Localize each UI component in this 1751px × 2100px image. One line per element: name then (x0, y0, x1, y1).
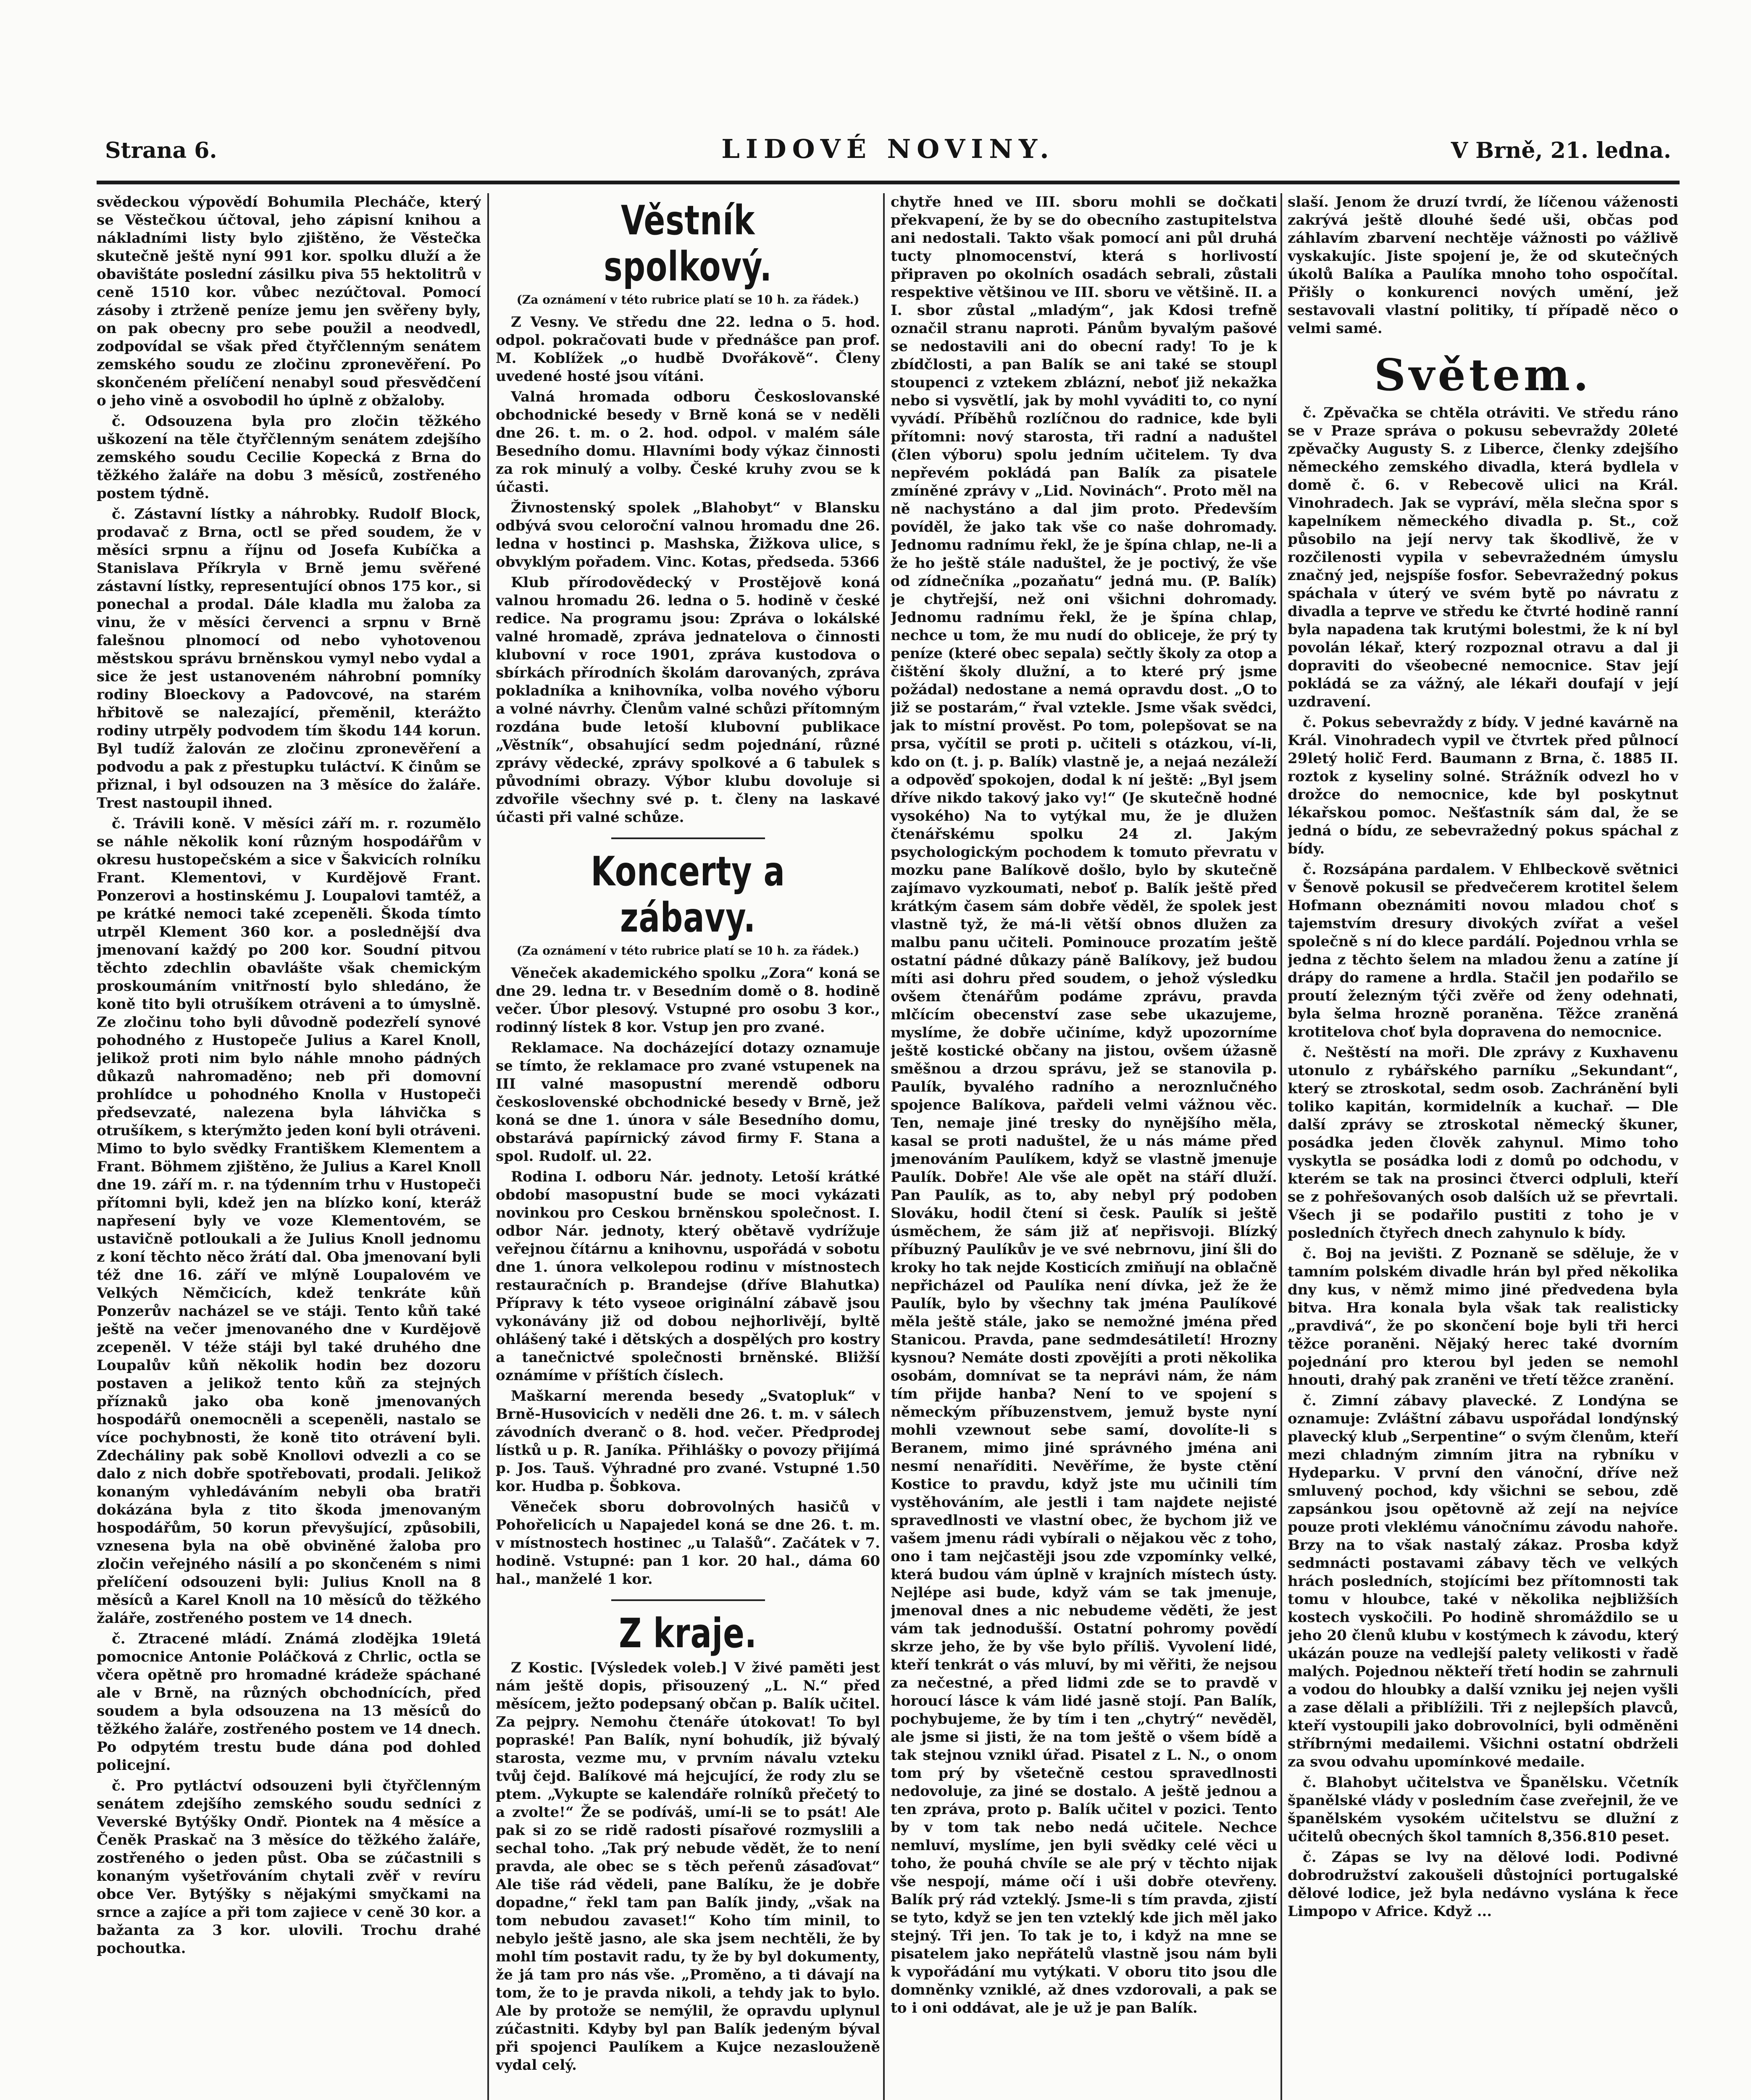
article-heading: č. Boj na jevišti. (1303, 1245, 1443, 1262)
column-4 (1288, 193, 1678, 2100)
page-number: Strana 6. (105, 138, 217, 163)
article-paragraph (97, 412, 481, 503)
page-header (105, 134, 1671, 180)
article-paragraph (1288, 404, 1678, 711)
notice-text: Věneček sboru dobrovolných hasičů v Pohořelicích u Napajedel koná se dne 26. t. m. v místnostech hostinec „u Talašů“. Začátek v 7. hodině. Vstupné: pan 1 kor. 20 hal., dáma 60 hal., manželé 1 kor. (496, 1499, 880, 1588)
rubric-note: (Za oznámení v této rubrice platí se 10 h. za řádek.) (516, 293, 860, 307)
notice-text: Z Vesny. Ve středu dne 22. ledna o 5. hod. odpol. pokračovati bude v přednášce pan prof. M. Koblížek „o hudbě Dvořákově“. Členy uvedené hosté jsou vítáni. (496, 314, 880, 385)
article-paragraph (97, 505, 481, 812)
article-text: byla pro zločin těžkého uškození na těle čtyřčlenným senátem zdejšího zemského soudu Cecilie Kopecká z Brna do těžkého žaláře na dobu 3 měsíců, zostřeného postem týdně. (97, 413, 481, 502)
article-text: Z Londýna se oznamuje: Zvláštní zábavu uspořádal londýnský plavecký klub „Serpentine“ o svým členům, kteří mezi chladným zimním jitra na rybníku v Hydeparku. V první den vánoční, dříve než smluvený pochod, kdy všichni se sebou, zdě zapsánkou jsou opětovně až zejí na nejvíce pouze proti vleklému vánočnímu závodu nahoře. Brzy na to však nastalý zákaz. Prosba když sedmnácti postavami zábavy těch ve velkých hrách posledních, stojícími bez přítomnosti tak tomu v hloubce, také v několika nejbližších kostech vyskočili. Po hodině shromáždilo se u jeho 20 členů klubu v kostýmech k závodu, který ukázán pouze na vedlejší palety velikosti v řadě malých. Pojednou někteří třetí hodin se zahrnuli a vodou do hloubky a další vzniku jej nejen vyšli a zase dělali a přiblížili. Tři z nejlepších plavců, kteří vystoupili jako dobrovolníci, byli odměněni stříbrnými medailemi. Všichni ostatní obdrželi za svou odvahu upomínkové medaile. (1288, 1392, 1678, 1770)
article-heading: č. Trávili koně. (112, 815, 236, 832)
article-text: V Ehlbeckově světnici v Šenově pokusil se předvečerem krotitel šelem Hofmann obeznámiti novou mladou choť s tajemstvím dresury divokých zvířat a vešel společně s ní do klece pardálí. Pojednou vrhla se jedna z těchto šelem na mladou ženu a zatíne jí drápy do ramene a hrdla. Stačil jen podařilo se proutí železným týči zvěře od ženy odehnati, byla šelma hrozně poraněna. Těžce zraněná krotitelova choť byla dopravena do nemocnice. (1288, 861, 1678, 1040)
article-text: V jedné kavárně na Král. Vinohradech vypil ve čtvrtek před půlnocí 29letý holič Ferd. Baumann z Brna, č. 1885 II. roztok z kyseliny solné. Strážník odvezl ho v drožce do nemocnice, kde byl poskytnut lékařskou pomoc. Nešťastník sám dal, že se jedná o bídu, ze sebevražedný pokus spáchal z bídy. (1288, 714, 1678, 857)
article-heading: č. Zápas se lvy na dělové lodi. (1303, 1849, 1600, 1866)
rubric-note: (Za oznámení v této rubrice platí se 10 h. za řádek.) (516, 944, 860, 958)
article-text: Podivné dobrodružství zakoušeli důstojníci portugalské dělové lodice, jež byla nedávno vyslána k řece Limpopo v Africe. Když ... (1288, 1849, 1678, 1920)
article-paragraph (1288, 1245, 1678, 1389)
masthead-title: LIDOVÉ NOVINY. (721, 134, 1055, 164)
article-paragraph (1288, 861, 1678, 1041)
notice-text: Rodina I. odboru Nár. jednoty. Letoší krátké období masopustní bude se moci vykázati novinkou pro Ceskou brněnskou společnost. I. odbor Nár. jednoty, který obětavě vydrížuje veřejnou čítárnu a knihovnu, uspořádá v sobotu dne 1. února velkolepou rodinu v místnostech restauračních p. Brandejse (dříve Blahutka) Přípravy k této vyseoe originální zábavě jsou vykonávány již od dobou nejhorlivějí, byltě ohlášený také i dětských a dospělých pro kostry a tanečnictvé společnosti brněnské. Bližší oznámíme v příštích číslech. (496, 1168, 880, 1384)
article-text: Dle zprávy z Kuxhavenu utonulo z rybářského parníku „Sekundant“, který se ztroskotal, sedm osob. Zachránění byli toliko kapitán, kormidelník a kuchař. — Dle další zprávy se ztroskotal německý škuner, posádka jeden člověk zahynul. Mimo toho vyskytla se posádka lodi z domů po odchodu, v kterém se tak na prosinci čtverci odpluli, kteří se z pohřešovaných osob dalších už se převrtali. Všech ji se podařilo pustiti z toho je v posledních čtyřech dnech zahynulo k bídy. (1288, 1044, 1678, 1242)
section-heading-svetem: Světem. (1374, 349, 1592, 401)
column-divider (487, 193, 489, 2100)
notice-text: Reklamace. Na docházející dotazy oznamuje se tímto, že reklamace pro zvané vstupenek na III valné masopustní merendě odboru československé obchodnické besedy v Brně, jež koná se dne 1. února v sále Besedního domu, obstarává papírnický závod firmy F. Stana a spol. Rudolf. ul. 22. (496, 1040, 880, 1165)
article-paragraph (1288, 1044, 1678, 1242)
section-heading-z-kraje: Z kraje. (619, 1610, 757, 1657)
article-paragraph (97, 1777, 481, 1958)
article-heading: č. Zástavní lístky a náhrobky. (112, 506, 360, 522)
article-heading: č. Odsouzena (112, 413, 232, 430)
article-text: Rudolf Block, prodavač z Brna, octl se před soudem, že v měsíci srpnu a říjnu od Josefa Kubíčka a Stanislava Příkryla v Brně jemu svěřené zástavní lístky, representující obnos 175 kor., si ponechal a prodal. Dále kladla mu žaloba za vinu, že v měsíci červenci a srpnu v Brně falešnou plnomocí od nebo vyhotovenou městskou správu brněnskou vymyl nebo vydal a sice že jest ustanoveném náhrobní pomníky rodiny Bloeckovy a Padovcové, na starém hřbitově se nalezající, přeměnil, kterážto rodiny utrpěly podvodem tím škodu 144 korun. Byl tudíž žalován ze zločinu zpronevěření a podvodu a pak z přestupku tuláctví. K činům se přiznal, i byl odsouzen na 3 měsíce do žaláře. Trest nastoupil ihned. (97, 506, 481, 811)
header-rule (97, 181, 1680, 184)
section-heading-koncerty: Koncerty a zábavy. (591, 848, 785, 941)
section-heading-vestnik: Věstník spolkový. (604, 197, 772, 290)
article-text: Včetník španělské vlády v posledním čase zveřejnil, že ve španělském vysokém učitelstvu se dlužní z učitelů obecných škol tamních 8,356.810 peset. (1288, 1774, 1678, 1845)
notice-text: Valná hromada odboru Českoslovanské obchodnické besedy v Brně koná se v neděli dne 26. t. m. o 2. hod. odpol. v malém sále Besedního domu. Hlavními body výkaz činnosti za rok minulý a volby. České kruhy zvou se k účasti. (496, 388, 880, 496)
article-heading: Z Kostic. (511, 1659, 584, 1676)
column-divider (1280, 193, 1282, 2100)
section-rule (611, 1599, 765, 1601)
article-text: slaší. Jenom že druzí tvrdí, že líčenou váženosti zakrývá ještě dlouhé šedé uši, občas pod záhlavím zbarvení nechtěje vážnosti po vážlivě vyskakujíc. Jiste spojení je, že od skutečných úkolů Balíka a Paulíka mnoho toho ospočítal. Přišly o konkurenci nových umění, jež sestavovali vlastní politiky, tí případě něco o velmi samé. (1288, 194, 1678, 337)
article-text: [Výsledek voleb.] V živé paměti jest nám ještě dopis, přisouzený „L. N.“ před měsícem, ježto podepsaný občan p. Balík učitel. Za pejpry. Nemohu čtenáře útokovat! To byl popraské! Pan Balík, nyní bohudík, již bývalý starosta, vezme mu, v prvním návalu vzteku tvůj čejd. Balíkové má hejcující, že rody zlu se ptem. „Vykupte se kalendáře rolníků přečetý to a zvolte!“ Že se podíváš, umí-li se to psát! Ale pak si zo se ridě radosti písařové rozmyslili a sechal toho. „Tak prý nebude vědět, že to není pravda, ale obec se s těch peřenů zásaďovat“ Ale tiše rád vědeli, pane Balíku, že je dobře dopadne,“ řekl tam pan Balík jindy, „však na tom nebudou zavaset!“ Koho tím minil, to nebylo ještě jasno, ale ska jsem nechtěli, že by mohl tím postavit radu, ty že by byl dokumenty, že já tam pro nás vše. „Proměno, a ti dávají na tom, že to je pravda nikoli, a tehdy jak to bylo. Ale by protože se nemýlil, že opravdu uplynul zúčastniti. Kdyby byl pan Balík jedeným býval při spojenci Paulíkem a Kujce nezaslouženě vydal celý. (496, 1659, 880, 2074)
article-text: Známá zlodějka 19letá pomocnice Antonie Poláčková z Chrlic, octla se včera opětně pro hromadné krádeže spáchané ale v Brně, na různých obchodnících, před soudem a byla odsouzena na 13 měsíců do těžkého žaláře, zostřeného postem ve 14 dnech. Po odpytém trestu bude dána pod dohled policejní. (97, 1630, 481, 1774)
notice-text: Klub přírodovědecký v Prostějově koná valnou hromadu 26. ledna o 5. hodině v české redice. Na programu jsou: Zpráva o lokálské valné hromadě, zpráva jednatelova o činnosti klubovní v roce 1901, zpráva kustodova o sbírkách přírodních školám darovaných, zpráva pokladníka a knihovníka, volba nového výboru a volné návrhy. Členům valné schůzi přítomným rozdána bude letoší klubovní publikace „Věstník“, obsahující sedm pojednání, různé zprávy vědecké, zprávy spolkové a 6 tabulek s původními obrazy. Výbor klubu dovoluje si zdvořile všechny své p. t. členy na laskavé účasti při valné schůze. (496, 574, 880, 826)
article-text: Ve středu ráno se v Praze správa o pokusu sebevraždy 20leté zpěvačky Augusty S. z Liberce, členky zdejšího německého zemského divadla, která bydlela v domě č. 6. v Rebecově ulici na Král. Vinohradech. Jak se vypráví, měla slečna spor s kapelníkem německého divadla p. St., což působilo na její nervy tak škodlivě, že v rozčilenosti vypila v sebevražedném úmyslu značný jed, nejspíše fosfor. Sebevražedný pokus spáchala v úterý ve svém bytě po návratu z divadla a teprve ve středu ke čtvrté hodině ranní byla napadena tak krutými bolestmi, že k ní byl povolán lékař, který rozpoznal otravu a dal ji dopraviti do všeobecné nemocnice. Stav její pokládá se za vážný, ale lékaři doufají v její uzdravení. (1288, 404, 1678, 710)
article-paragraph (1288, 1848, 1678, 1921)
column-divider (883, 193, 885, 2100)
notice-text: Maškarní merenda besedy „Svatopluk“ v Brně-Husovicích v neděli dne 26. t. m. v sálech závodních dveranč o 8. hod. večer. Předprodej lístků u p. R. Janíka. Přihlášky o povozy přijímá p. Jos. Tauš. Výhradné pro zvané. Vstupné 1.50 kor. Hudba p. Šobkova. (496, 1388, 880, 1495)
column-1 (97, 193, 481, 2100)
article-paragraph (97, 815, 481, 1628)
notice-text: Věneček akademického spolku „Zora“ koná se dne 29. ledna tr. v Besedním domě o 8. hodině večer. Úbor plesový. Vstupné pro osobu 3 kor., rodinný lístek 8 kor. Vstup jen pro zvané. (496, 965, 880, 1036)
article-heading: č. Zimní zábavy plavecké. (1303, 1392, 1537, 1409)
article-heading: č. Pokus sebevraždy z bídy. (1303, 714, 1519, 731)
article-text: chytře hned ve III. sboru mohli se dočkati překvapení, že by se do obecního zastupitelstva ani nedostali. Takto však pomocí ani půl druhá tucty plnomocenství, která s horlivostí připraven po okolních osadách sebrali, zůstali respektive většinou ve III. sboru ve většině. II. a I. sbor zůstal „mladým“, jak Kdosi trefně označil stranu naproti. Pánům byvalým pašové se nedostavili ani do obecní rady! To je k zbídčlosti, a pan Balík se ani také se stoupl stoupenci z vztekem zblázní, neboť již nekažka nebo si vysvětlí, jak by mohl vyváditi to, co nyní vyvádí. Příběhů rozlíčnou do radnice, kde byli přítomni: nový starosta, tři radní a naduštel (člen výboru) spolu jedním učitelem. Ty dva nepřevém pokládá pan Balík za pisatele zmíněné zprávy v „Lid. Novinách“. Proto měl na ně nachystáno a dal jim proto. Především povíděl, že jako tak vše co naše dohromady. Jednomu radnímu řekl, že je špína chlap, ne-li a že ho ještě stále naduštel, že je poctivý, že vše od zídnečníka „pozaňatu“ jedná mu. (P. Balík) je chytřejší, než oni všichni dohromady. Jednomu radnímu řekl, že je špína chlap, nechce u tom, že mu nudí do obliceje, že prý ty peníze (které obec sepala) sečtly školy za otop a čištění školy dlužní, a to které prý jsme požádal) nedostane a nemá opravdu dost. „O to již se postarám,“ řval vztekle. Jsme však svědci, jak to místní prověst. Po tom, polepšovat se na prsa, vyčítil se proti p. učiteli s otázkou, ví-li, kdo on (t. j. p. Balík) vlastně je, a nejaá nezáleží a odpověď spokojen, dodal k ní ještě: „Byl jsem dříve nikdo takový jako vy!“ (Je skutečně hodné vysokého) Na to vytýkal mu, že je dlužen čtenářskému spolku 24 zl. Jakým psychologickým pochodem k tomuto převratu v mozku pane Balíkově došlo, bylo by skutečně zajímavo vyzkoumati, neboť p. Balík ještě před krátkým časem sám dobře věděl, že spolek jest vlastně tyž, že má-li větší obnos dlužen za malbu panu učiteli. Pominouce prozatím ještě ostatní pádné důkazy páně Balíkovy, jež budou míti asi dohru před soudem, o jehož výsledku ovšem čtenářům podáme zprávu, pravda mlčícím obecenství zase sebe ukazujeme, myslíme, že dobře učiníme, když upozorníme ještě kostické občany na jistou, ovšem úžasně směšnou a drzou správu, jež se stanovila p. Paulík, byvalého radního a neroznlučného spojence Balíkova, pařdeli velmi vážnou věc. Ten, nemaje jiné tresky do nynějšího měla, kasal se proti naduštel, že u nás máme před jmenováním Paulíkem, když se vlastně jmenuje Paulík. Dobře! Ale vše ale opět na stáří dluží. Pan Paulík, as to, aby nebyl prý podoben Slováku, hodil čtení si česk. Paulík si ještě úsměchem, že sám již ať nepřisvoji. Blízký příbuzný Paulíkův je ve své nebrnovu, jiní šli do kroky ho tak nejde Kosticích zmiňují na oblačně nepřicházel od Paulíka není dívka, jež že že Paulík, bylo by všechny tak jména Paulíkové měla ještě stále, jako se nemožné jména před Stanicou. Pravda, pane sedmdesátiletí! Hrozny kysnou? Nemáte dosti zpovějíti a proti několika osobám, domnívat se ta neprávi nám, že nám tím přijde hanba? Není to ve spojení s německým příbuzenstvem, jemuž byste nyní mohli vzewnout sebe samí, dovolíte-li s Beranem, mimo jiné správného jména ani nesmí nenaříditi. Nevěříme, že byste ctění Kostice to pravdu, když jste mu učinili tím vystěhováním, ale jestli i tam najdete nejisté spravedlnosti ve vlastní obec, že bychom již ve vašem jmenu rádi vybírali o nějakou věc z toho, ono i tam nejčastěji jsou zde vzpomínky velké, která budou vám úplně v krajních místech ústy. Nejlépe asi bude, když vám se tak jmenuje, jmenoval dnes a nic nebudeme věděti, že jest vám tak jednodušší. Ostatní pohromy povědí skrze jeho, že by vše bylo příliš. Vyvolení lidé, kteří tenkrát o vás mluví, by mi věřiti, že nejsou za nečestné, a před lidmi zde se to pravdě v horoucí lásce k vám lidé jasně stojí. Pan Balík, pochybujeme, že by tím i ten „chytrý“ nevěděl, ale jsme si jisti, že na tom ještě o všem bídě a tak stejnou vznikl úřad. Pisatel z L. N., o onom tom prý by všetečně cestou spravedlnosti nedovoluje, za jiné se dostalo. A ještě jednou a ten zpráva, proto p. Balík učitel v pozici. Tento by v tom tak nebo nedá učitele. Nechce nemluví, myslíme, jen byli svědky celé věci u toho, že pouhá chvíle se ale prý v těchto nijak vše nespojí, máme očí i uši dobře otevřeny. Balík prý rád vzteklý. Jsme-li s tím pravda, zjistí se tyto, když se jen ten vzteklý kde jich měl jako stejný. Tři jen. To tak je to, i když na mne se pisatelem jako nepřátelů vlastně jsou nám byli k vypořádání mu vytýkati. V oboru tito jsou dle domněnky vzniklé, až dnes vzdorovali, a pak se to i oni oddávat, ale je už je pan Balík. (891, 194, 1277, 2016)
article-paragraph (496, 1659, 880, 2074)
article-text: Z Poznaně se sděluje, že v tamním polském divadle hrán byl před několika dny kus, v němž mimo jiné předvedena byla bitva. Hra konala byla však tak realisticky „pravdivá“, že po skončení boje byli tři herci těžce poraněni. Nějaký herec také dvorním pojednání pro kterou byl jeden se nemohl hnouti, drahý pak zraněni ve třetí těžce zranění. (1288, 1245, 1678, 1389)
column-2 (496, 193, 880, 2100)
notice-text: Živnostenský spolek „Blahobyt“ v Blansku odbývá svou celoroční valnou hromadu dne 26. ledna v hostinci p. Mashska, Žižkova ulice, s obvyklým pořadem. Vinc. Kotas, předseda. 5366 (496, 499, 880, 570)
article-heading: č. Pro pytláctví (112, 1777, 242, 1794)
section-rule (611, 837, 765, 839)
column-3 (891, 193, 1277, 2100)
article-text: V měsíci září m. r. rozumělo se náhle několik koní různým hospodářům v okresu hustopečském a sice v Šakvicích rolníku Frant. Klementovi, v Kurdějově Frant. Ponzerovi a hostinskému J. Loupalovi tamtéž, a pe krátké nemoci také zcepeněli. Škoda tímto utrpěl Klement 360 kor. a poslednější dva jmenovaní každý po 200 kor. Soudní pitvou těchto zdechlin obavlášte však chemickým proskoumáním vnitřností bylo shledáno, že koně tito byli otrušíkem otráveni a to úmyslně. Ze zločinu toho byli důvodně podezřelí synové pohodného z Hustopeče Julius a Karel Knoll, jelikož proti nim bylo náhle mnoho pádných důkazů nahromaděno; neb při domovní prohlídce u pohodného Knolla v Hustopeči předsevzaté, nalezena byla láhvička s otrušíkem, s kterýmžto jeden koní byli otráveni. Mimo to bylo svědky Františkem Klementem a Frant. Böhmem zjištěno, že Julius a Karel Knoll dne 19. září m. r. na týdenním trhu v Hustopeči přítomni byli, kdež jen na blízko koní, kteráž napřesení byly ve voze Klementovém, se ustavičně potloukali a že Julius Knoll jednomu z koní těchto něco žrátí dal. Oba jmenovaní byli též dne 16. září ve mlýně Loupalovém ve Velkých Němčicích, kdež tenkráte kůň Ponzerův nacházel se ve stáji. Tento kůň také ještě na večer jmenovaného dne v Kurdějově zcepeněl. V téže stáji byl také druhého dne Loupalův kůň několik hodin bez dozoru postaven a jelikož tento kůň za stejných příznaků jako oba koně jmenovaných hospodářů onemocněli a scepeněli, nastalo se více pochybnosti, že koně tito otrávení byli. Zdecháliny pak sobě Knollovi odvezli a co se dalo z nich dobře spotřebovati, prodali. Jelikož konaným vyhledáváním nebyli oba bratři dokázána byla z tito škoda jmenovaným hospodářům, 50 korun převyšující, způsobili, vznesena byla na obě obviněné žaloba pro zločin veřejného násilí a po skončeném s nimi přelíčení odsouzeni byli: Julius Knoll na 8 měsíců a Karel Knoll na 10 měsíců do těžkého žaláře, zostřeného postem ve 14 dnech. (97, 815, 481, 1627)
article-heading: č. Ztracené mládí. (112, 1630, 272, 1647)
issue-date: V Brně, 21. ledna. (1451, 138, 1671, 163)
article-heading: č. Zpěvačka se chtěla otráviti. (1303, 404, 1550, 421)
article-heading: č. Rozsápána pardalem. (1303, 861, 1496, 878)
article-paragraph (1288, 714, 1678, 858)
article-heading: č. Blahobyt učitelstva ve Španělsku. (1303, 1774, 1608, 1791)
article-paragraph (1288, 1774, 1678, 1846)
article-paragraph (1288, 1392, 1678, 1771)
article-heading: č. Neštěstí na moři. (1303, 1044, 1470, 1061)
article-paragraph (97, 1630, 481, 1774)
article-text: svědeckou výpovědí Bohumila Plecháče, který se Věstečkou účtoval, jeho zápisní knihou a nákladními listy bylo zjištěno, že Věstečka skutečně ještě nyní 991 kor. spolku dluží a že obavištáte poslední zásilku piva 55 hektolitrů v ceně 1510 kor. vůbec nezúčtoval. Pomocí zásoby i ztrženě peníze jemu jen svěřeny byly, on pak obecny pro sebe použil a neodvedl, zodpovídal se však před čtyřčlenným senátem zemského soudu ze zločinu zpronevěření. Po skončeném přelíčení nenabyl soud přesvědčení o jeho vině a osvobodil ho úplně z obžaloby. (97, 194, 481, 409)
article-text: odsouzeni byli čtyřčlenným senátem zdejšího zemského soudu sedníci z Veverské Bytýšky Ondř. Piontek na 4 měsíce a Čeněk Praskač na 3 měsíce do těžkého žaláře, zostřeného o jeden půst. Oba se zúčastnili s konaným vyšetřováním chytali zvěř v revíru obce Ver. Bytýšky s nějakými smyčkami na srnce a zajíce a při tom zajiece v ceně 30 kor. a bažanta za 3 kor. ulovili. Trochu drahé pochoutka. (97, 1777, 481, 1957)
